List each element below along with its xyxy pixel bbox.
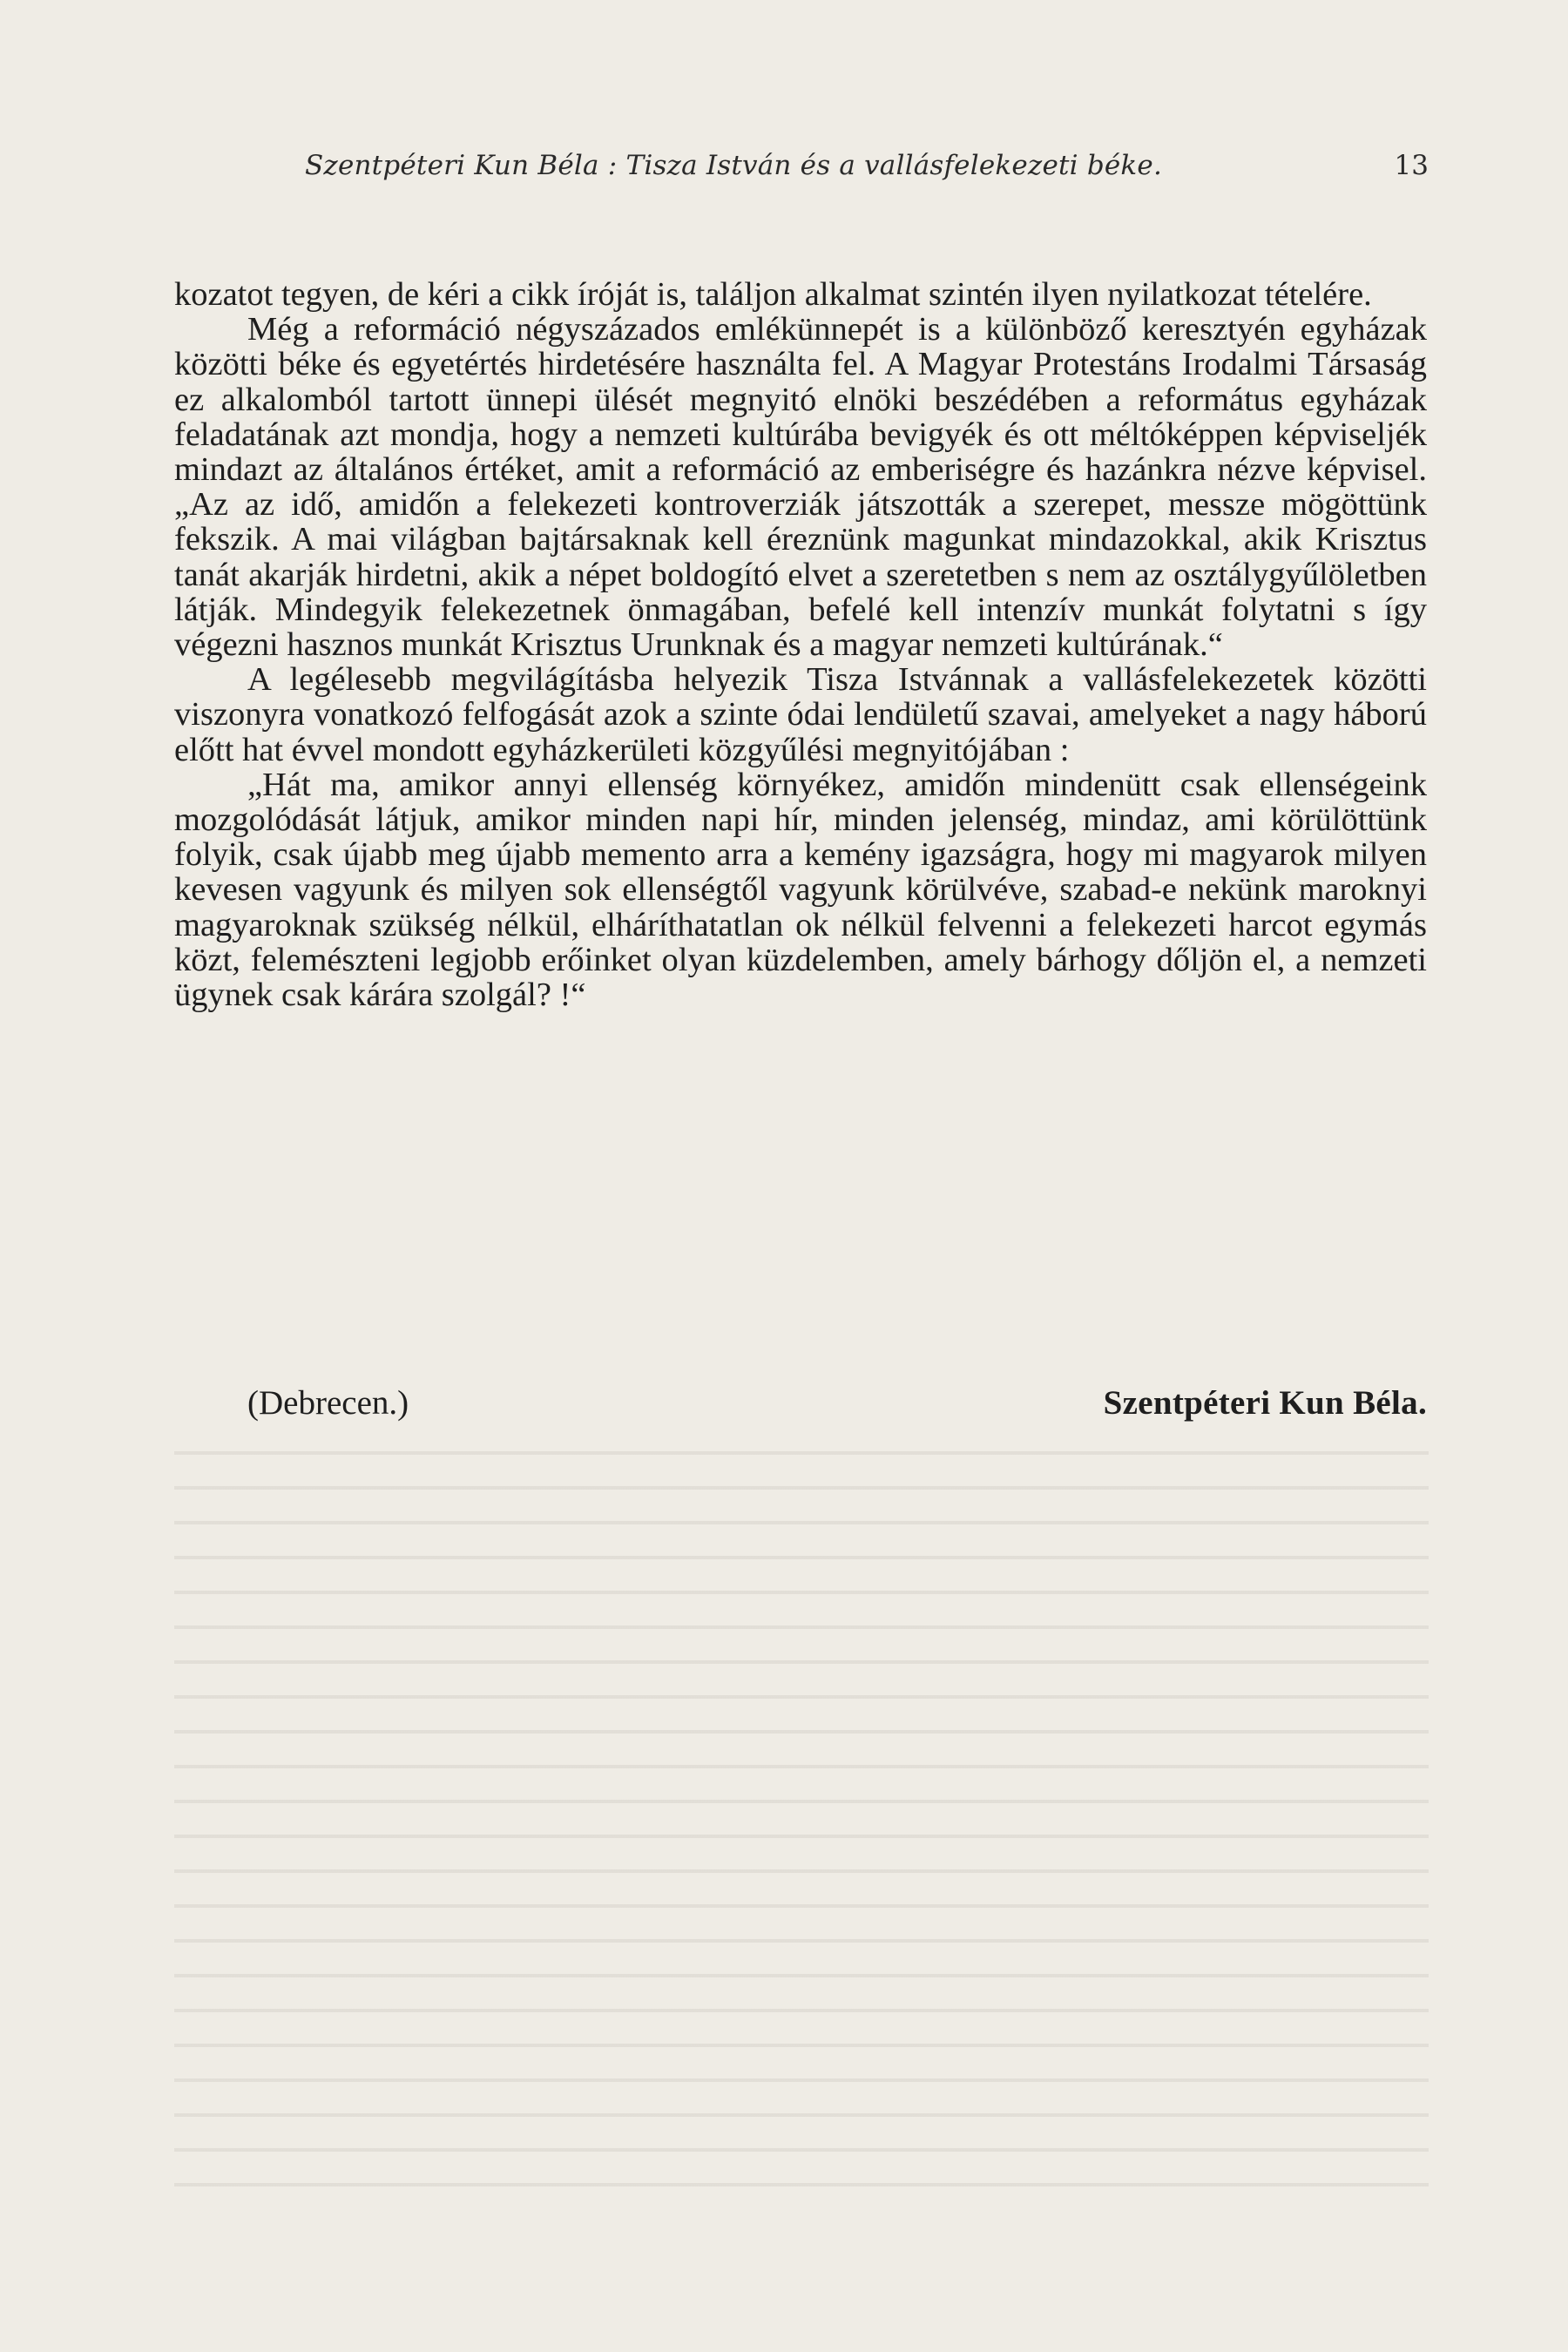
signature-line [174,1383,1427,1423]
body-text [174,277,1427,1012]
signature-author: Szentpéteri Kun Béla. [1103,1384,1427,1422]
paragraph-continuation: kozatot tegyen, de kéri a cikk íróját is, találjon alkalmat szintén ilyen nyilatkozat tételére. [174,276,1372,313]
paragraph-quotation: „Hát ma, amikor annyi ellenség környékez, amidőn mindenütt csak ellenségeink mozgolódását látjuk, amikor minden napi hír, minden jelenség, mindaz, ami körülöttünk folyik, csak újabb meg újabb memento arra a kemény igazságra, hogy mi magyarok milyen kevesen vagyunk és milyen sok ellenségtől vagyunk körülvéve, szabad-e nekünk maroknyi magyaroknak szükség nélkül, elháríthatatlan ok nélkül felvenni a felekezeti harcot egymás közt, felemészteni legjobb erőinket olyan küzdelemben, amely bárhogy dőljön el, a nemzeti ügynek csak kárára szolgál? !“ [174,766,1427,1014]
running-head: Szentpéteri Kun Béla : Tisza István és a vallásfelekezeti béke. [305,150,1162,181]
signature-place: (Debrecen.) [247,1384,409,1422]
show-through-texture [174,1429,1429,2213]
page-number: 13 [1394,150,1429,181]
paragraph-reformation: Még a reformáció négyszázados emlékünnepét is a különböző keresztyén egyházak közötti béke és egyetértés hirdetésére használta fel. A Magyar Protestáns Irodalmi Társaság ez alkalomból tartott ünnepi ülését megnyitó elnöki beszédében a református egyházak feladatának azt mondja, hogy a nemzeti kultúrába bevigyék és ott méltóképpen képviseljék mindazt az általános értéket, amit a reformáció az emberiségre és hazánkra nézve képvisel. „Az az idő, amidőn a felekezeti kontroverziák játszották a szerepet, messze mögöttünk fekszik. A mai világban bajtársaknak kell éreznünk magunkat mindazokkal, akik Krisztus tanát akarják hirdetni, akik a népet boldogító elvet a szeretetben s nem az osztálygyűlöletben látják. Mindegyik felekezetnek önmagában, befelé kell intenzív munkát folytatni s így végezni hasznos munkát Krisztus Urunknak és a magyar nemzeti kultúrának.“ [174,311,1427,664]
page-header [174,150,1429,193]
paragraph-tisza-views: A legélesebb megvilágításba helyezik Tisza Istvánnak a vallásfelekezetek közötti viszonyra vonatkozó felfogását azok a szinte ódai lendületű szavai, amelyeket a nagy háború előtt hat évvel mondott egyházkerületi közgyűlési megnyitójában : [174,661,1427,768]
